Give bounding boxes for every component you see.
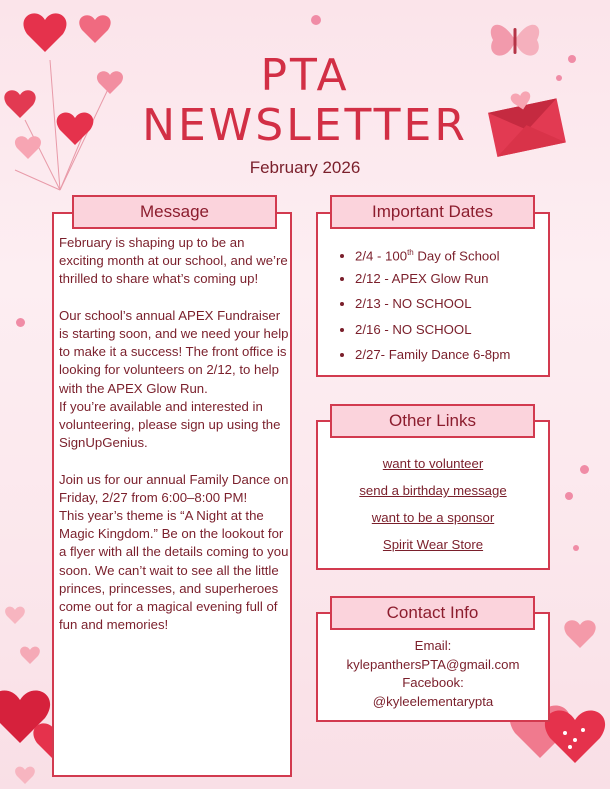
decor-dot [580,465,589,474]
facebook-label: Facebook: [402,675,464,690]
important-dates-heading: Important Dates [330,195,535,229]
date-item: • 2/4 - 100th Day of School [355,240,565,266]
newsletter-date: February 2026 [249,158,361,177]
decor-dot [16,318,25,327]
message-body: February is shaping up to be an exciting month at our school, and we’re thrilled to share what’s coming up! Our school’s annual APEX Fundraiser is starting soon, and we need your help to make it a success! The front office is looking for volunteers on 2/12, to help with the APEX Glow Run. If you’re available and interested in volunteering, please sign up using the SignUpGenius. Join us for our annual Family Dance on Friday, 2/27 from 6:00–8:00 PM! This year’s theme is “A Night at the Magic Kingdom.” Be on the lookout for a flyer with all the details coming to you soon. We can’t wait to see all the little princes, princesses, and superheroes come out for a magical evening full of fun and memories! [59,235,289,633]
decor-dot [573,545,579,551]
message-heading: Message [72,195,277,229]
newsletter-title-line2: NEWSLETTER [142,100,468,151]
birthday-message-link[interactable]: send a birthday message [359,483,507,498]
date-item: • 2/16 - NO SCHOOL [355,317,565,343]
important-dates-list [333,240,565,368]
email-label: Email: [414,638,452,653]
sponsor-link[interactable]: want to be a sponsor [371,510,495,525]
date-item: • 2/27- Family Dance 6-8pm [355,342,565,368]
other-links-list [316,450,550,558]
contact-info-heading: Contact Info [330,596,535,630]
volunteer-link[interactable]: want to volunteer [382,456,484,471]
decor-dot [311,15,321,25]
date-item: • 2/13 - NO SCHOOL [355,291,565,317]
newsletter-title-line1: PTA [260,50,350,101]
spirit-wear-link[interactable]: Spirit Wear Store [382,537,484,552]
contact-info-body [316,637,550,711]
decor-dot [565,492,573,500]
other-links-heading: Other Links [330,404,535,438]
facebook-handle[interactable]: @kyleelementarypta [372,693,494,709]
email-address[interactable]: kylepanthersPTA@gmail.com [346,656,520,672]
date-item: • 2/12 - APEX Glow Run [355,266,565,292]
